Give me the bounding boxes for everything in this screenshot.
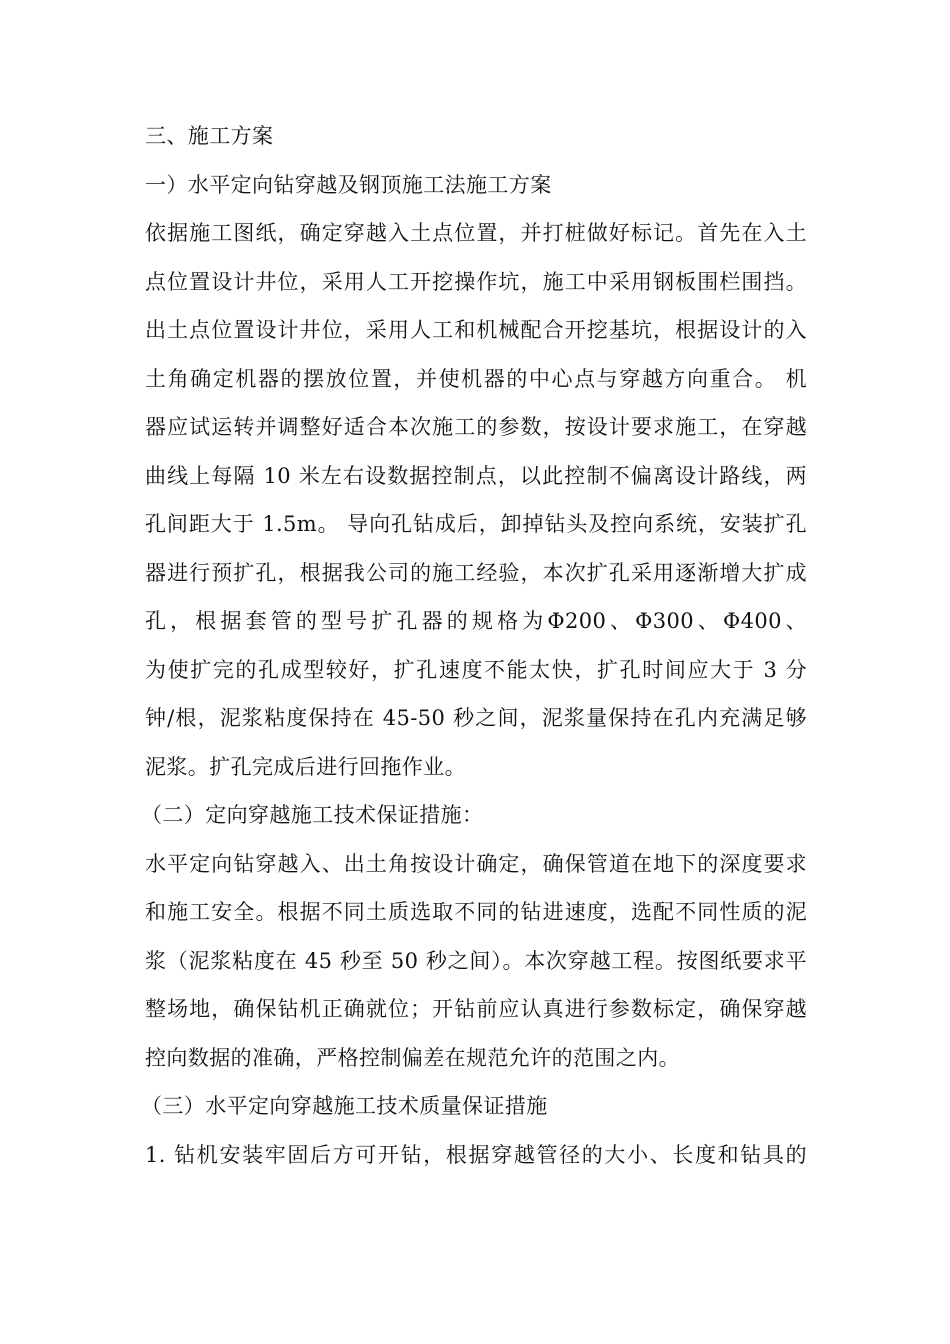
section-heading: 三、施工方案 [145,124,274,148]
paragraph-line: 点位置设计井位，采用人工开挖操作坑，施工中采用钢板围栏围挡。 [145,269,807,294]
subsection-heading: （三）水平定向穿越施工技术质量保证措施 [141,1094,548,1118]
paragraph-line: 器应试运转并调整好适合本次施工的参数，按设计要求施工，在穿越 [145,415,807,439]
paragraph-line: 土角确定机器的摆放位置，并使机器的中心点与穿越方向重合。 机 [145,366,807,391]
paragraph-line: 水平定向钻穿越入、出土角按设计确定，确保管道在地下的深度要求 [145,851,807,876]
paragraph-line: 依据施工图纸，确定穿越入土点位置，并打桩做好标记。首先在入土 [145,221,807,245]
list-item: 1. 钻机安装牢固后方可开钻，根据穿越管径的大小、长度和钻具的 [145,1142,807,1167]
paragraph-line: 和施工安全。根据不同土质选取不同的钻进速度，选配不同性质的泥 [145,900,807,924]
paragraph-line: 控向数据的准确，严格控制偏差在规范允许的范围之内。 [145,1045,680,1070]
subsection-heading: 一）水平定向钻穿越及钢顶施工法施工方案 [145,172,552,197]
paragraph-line: 钟/根，泥浆粘度保持在 45-50 秒之间，泥浆量保持在孔内充满足够 [145,706,807,730]
paragraph-line: 泥浆。扩孔完成后进行回拖作业。 [145,754,466,779]
paragraph-line: 出土点位置设计井位，采用人工和机械配合开挖基坑，根据设计的入 [145,318,807,342]
paragraph-line: 整场地，确保钻机正确就位；开钻前应认真进行参数标定，确保穿越 [145,997,807,1021]
subsection-heading: （二）定向穿越施工技术保证措施： [141,803,484,827]
document-body [141,112,807,1179]
paragraph-line: 为使扩完的孔成型较好，扩孔速度不能太快，扩孔时间应大于 3 分 [145,657,807,682]
paragraph-line: 孔间距大于 1.5m。 导向孔钻成后，卸掉钻头及控向系统，安装扩孔 [145,512,807,536]
paragraph-line: 曲线上每隔 10 米左右设数据控制点，以此控制不偏离设计路线，两 [145,463,807,488]
paragraph-line: 浆（泥浆粘度在 45 秒至 50 秒之间）。本次穿越工程。按图纸要求平 [145,948,807,973]
paragraph-line: 器进行预扩孔，根据我公司的施工经验，本次扩孔采用逐渐增大扩成 [145,560,807,585]
paragraph-line: 孔，根据套管的型号扩孔器的规格为Φ200、Φ300、Φ400、 [145,609,807,633]
